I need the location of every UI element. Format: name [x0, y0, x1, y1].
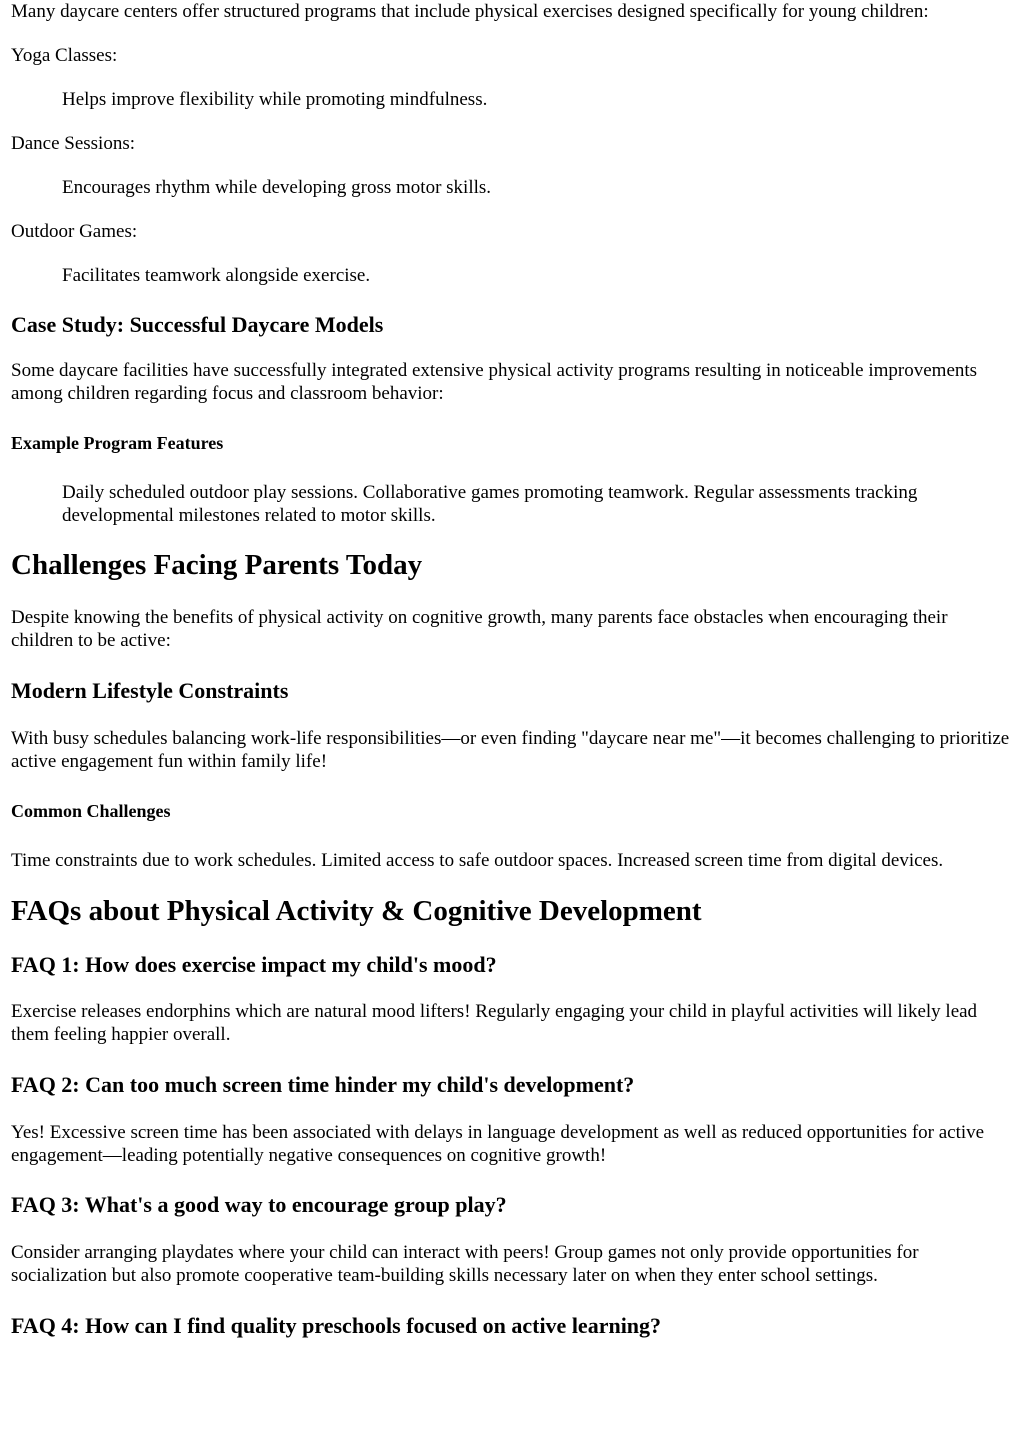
faq-question-4: FAQ 4: How can I find quality preschools focused on active learning?	[11, 1313, 662, 1338]
faq-question-3: FAQ 3: What's a good way to encourage group play?	[11, 1192, 507, 1217]
program-desc-dance: Encourages rhythm while developing gross motor skills.	[62, 177, 492, 198]
program-desc-outdoor: Facilitates teamwork alongside exercise.	[62, 265, 371, 286]
program-term-dance: Dance Sessions:	[11, 133, 136, 154]
common-challenges-text: Time constraints due to work schedules. Limited access to safe outdoor spaces. Increased screen time from digital devices.	[11, 850, 944, 871]
example-features-heading: Example Program Features	[11, 433, 224, 453]
challenges-paragraph: Despite knowing the benefits of physical activity on cognitive growth, many parents face obstacles when encouraging their children to be active:	[11, 607, 948, 651]
case-study-paragraph: Some daycare facilities have successfully integrated extensive physical activity programs resulting in noticeable improvements among children regarding focus and classroom behavior:	[11, 360, 978, 404]
intro-paragraph: Many daycare centers offer structured programs that include physical exercises designed specifically for young children:	[11, 1, 929, 22]
faq-question-2: FAQ 2: Can too much screen time hinder my child's development?	[11, 1072, 635, 1097]
faq-answer-2: Yes! Excessive screen time has been associated with delays in language development as well as reduced opportunities for active engagement—leading potentially negative consequences on cognitive growth!	[11, 1122, 985, 1166]
program-desc-yoga: Helps improve flexibility while promoting mindfulness.	[62, 89, 488, 110]
program-term-yoga: Yoga Classes:	[11, 45, 118, 66]
modern-lifestyle-paragraph: With busy schedules balancing work-life responsibilities—or even finding "daycare near me"—it becomes challenging to prioritize active engagement fun within family life!	[11, 728, 1010, 772]
faqs-heading: FAQs about Physical Activity & Cognitive Development	[11, 895, 702, 927]
program-list	[11, 44, 1014, 287]
challenges-heading: Challenges Facing Parents Today	[11, 549, 423, 581]
faq-answer-3: Consider arranging playdates where your child can interact with peers! Group games not only provide opportunities for socialization but also promote cooperative team-building skills necessary later on when they enter school settings.	[11, 1242, 919, 1286]
case-study-heading: Case Study: Successful Daycare Models	[11, 312, 384, 337]
modern-lifestyle-heading: Modern Lifestyle Constraints	[11, 678, 289, 703]
common-challenges-heading: Common Challenges	[11, 801, 171, 821]
faq-question-1: FAQ 1: How does exercise impact my child's mood?	[11, 952, 497, 977]
example-features-text: Daily scheduled outdoor play sessions. Collaborative games promoting teamwork. Regular assessments tracking developmental milestones related to motor skills.	[62, 482, 918, 526]
program-term-outdoor: Outdoor Games:	[11, 221, 138, 242]
faq-answer-1: Exercise releases endorphins which are natural mood lifters! Regularly engaging your child in playful activities will likely lead them feeling happier overall.	[11, 1001, 978, 1045]
